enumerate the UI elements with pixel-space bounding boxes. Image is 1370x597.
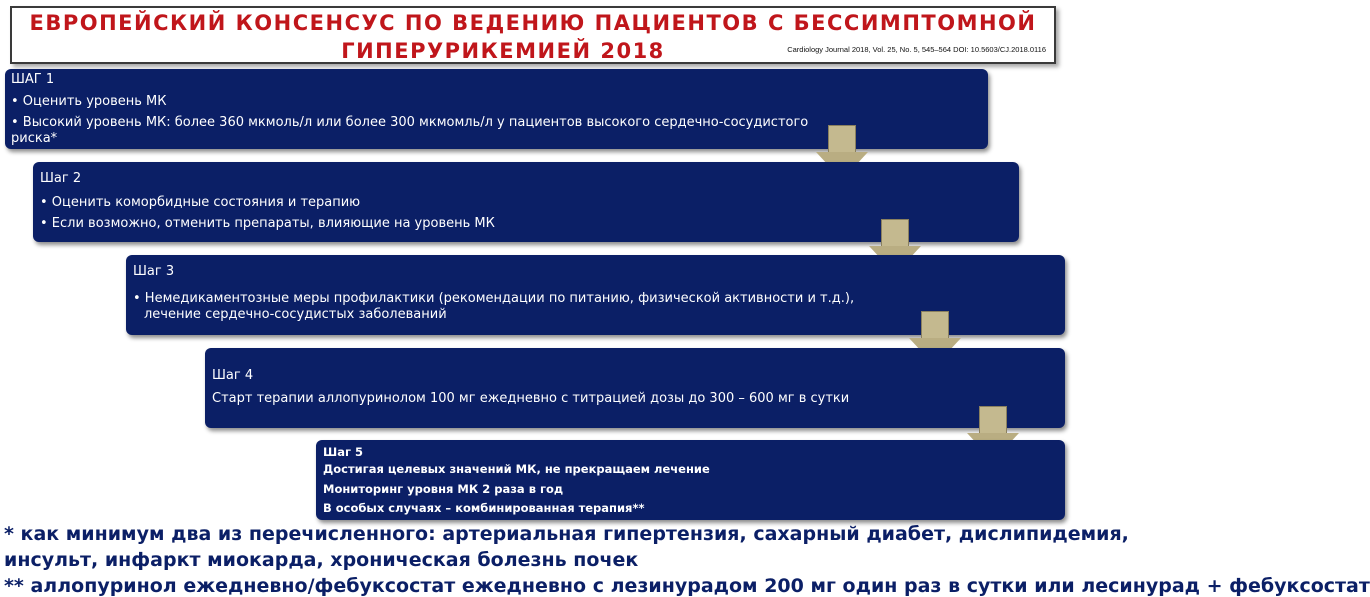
step-3-line-2: лечение сердечно-сосудистых заболеваний (144, 307, 447, 322)
citation: Cardiology Journal 2018, Vol. 25, No. 5, 545–564 DOI: 10.5603/CJ.2018.0116 (787, 45, 1046, 54)
footnote-line-3: ** аллопуринол ежедневно/фебуксостат ежедневно с лезинурадом 200 мг один раз в сутки или лесинурад + фебуксостат (4, 575, 1370, 597)
step-1-line-3: риска* (11, 131, 58, 146)
step-5-box (316, 440, 1065, 520)
step-1-line-2: • Высокий уровень МК: более 360 мкмоль/л или более 300 мкмомль/л у пациентов высокого сердечно-сосудистого (11, 115, 809, 130)
step-1-line-1: • Оценить уровень МК (11, 94, 167, 109)
footnote-line-1: * как минимум два из перечисленного: артериальная гипертензия, сахарный диабет, дислипидемия, (4, 523, 1129, 545)
step-5-line-2: Мониторинг уровня МК 2 раза в год (323, 482, 564, 496)
step-5-line-3: В особых случаях – комбинированная терапия** (323, 501, 645, 515)
step-4-title: Шаг 4 (212, 368, 254, 383)
step-2-line-1: • Оценить коморбидные состояния и терапию (40, 195, 361, 210)
step-5-title: Шаг 5 (323, 445, 363, 459)
step-1-title: ШАГ 1 (11, 72, 55, 87)
title-banner (10, 6, 1056, 64)
step-4-line-1: Старт терапии аллопуринолом 100 мг ежедневно с титрацией дозы до 300 – 600 мг в сутки (212, 391, 850, 406)
step-4-box (205, 348, 1065, 428)
title-line-2: ГИПЕРУРИКЕМИЕЙ 2018 (341, 39, 665, 63)
step-2-line-2: • Если возможно, отменить препараты, влияющие на уровень МК (40, 216, 495, 231)
step-2-title: Шаг 2 (40, 171, 82, 186)
step-3-line-1: • Немедикаментозные меры профилактики (рекомендации по питанию, физической активности и т.д.), (133, 291, 855, 306)
title-line-1: ЕВРОПЕЙСКИЙ КОНСЕНСУС ПО ВЕДЕНИЮ ПАЦИЕНТОВ С БЕССИМПТОМНОЙ (29, 11, 1037, 35)
step-3-title: Шаг 3 (133, 264, 175, 279)
step-5-line-1: Достигая целевых значений МК, не прекращаем лечение (323, 462, 710, 476)
footnote-line-2: инсульт, инфаркт миокарда, хроническая болезнь почек (4, 549, 639, 571)
